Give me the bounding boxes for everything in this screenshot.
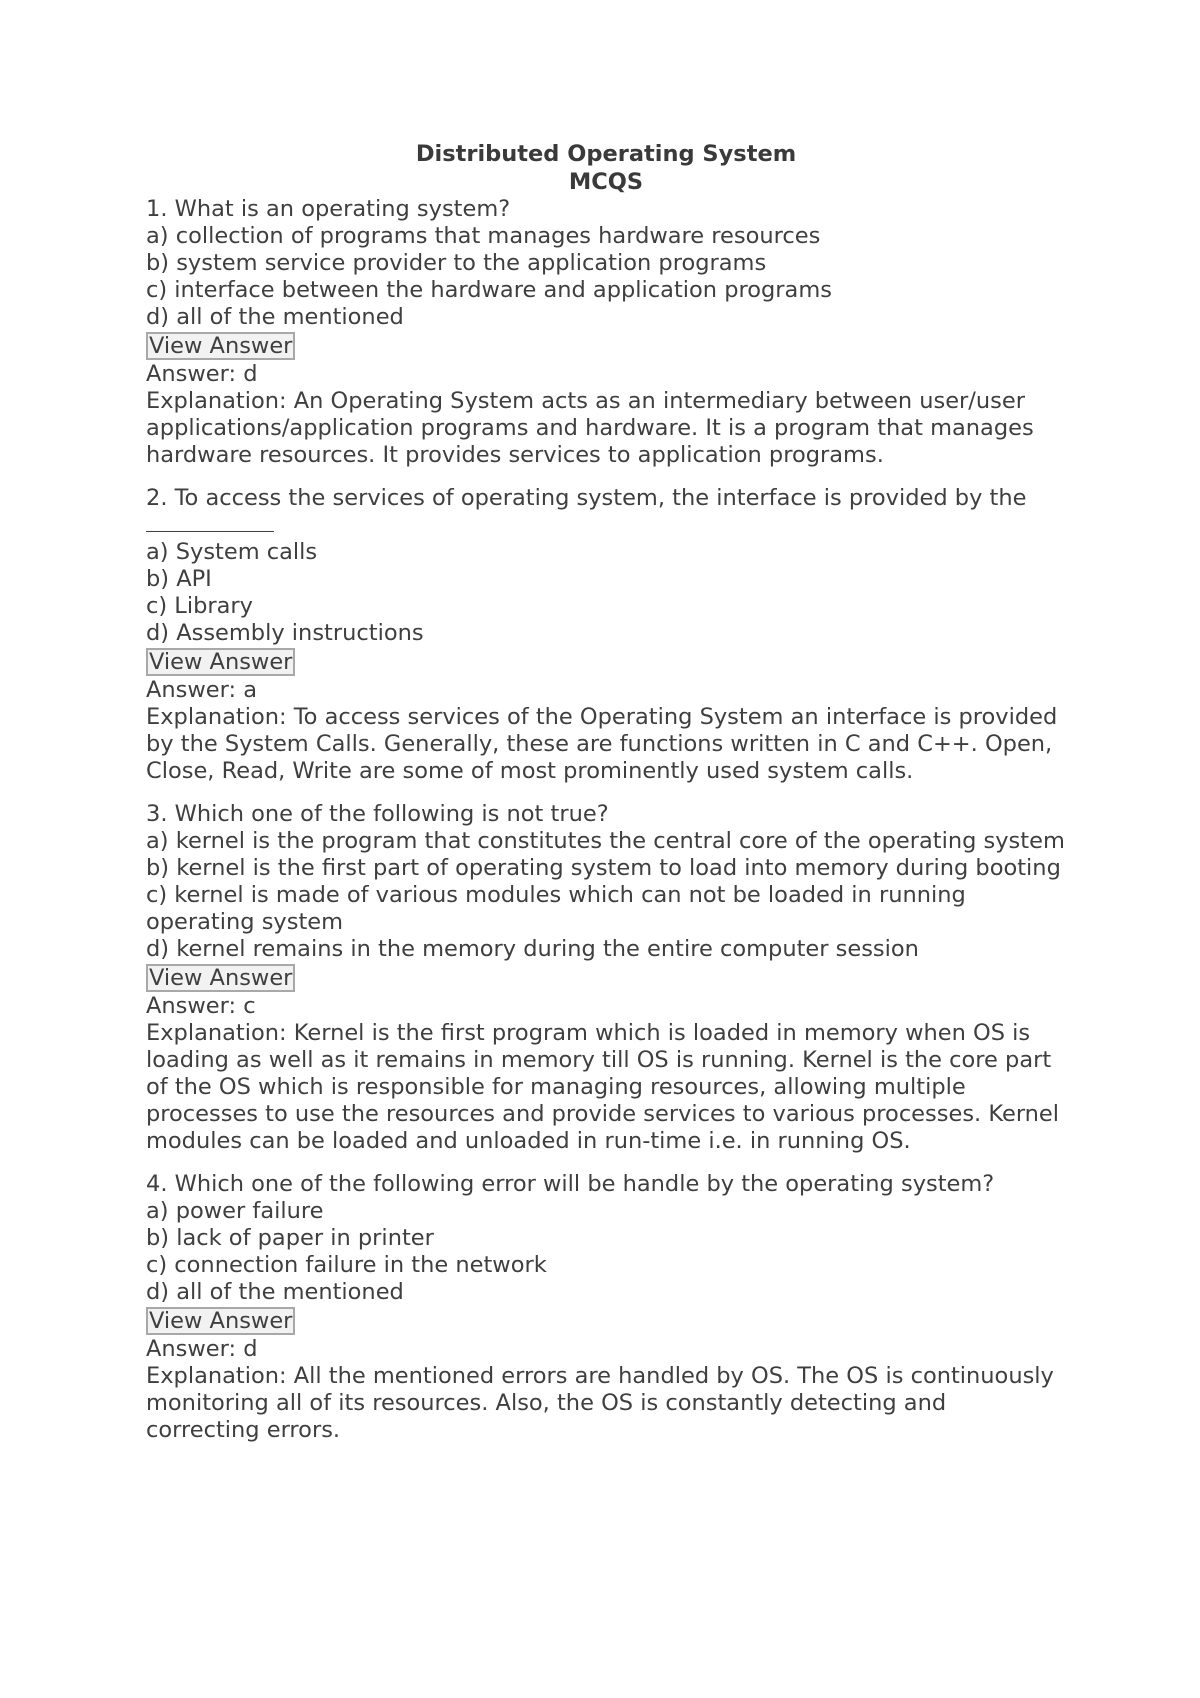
- document-title: [146, 140, 1066, 196]
- option-d: d) kernel remains in the memory during the entire computer session: [146, 936, 919, 962]
- option-a: a) kernel is the program that constitutes the central core of the operating system: [146, 828, 1065, 854]
- explanation-text: Explanation: All the mentioned errors are handled by OS. The OS is continuously monitoring all of its resources. Also, the OS is constantly detecting and correcting errors.: [146, 1363, 1054, 1443]
- explanation-text: Explanation: Kernel is the first program which is loaded in memory when OS is loading as well as it remains in memory till OS is running. Kernel is the core part of the OS which is responsible for managing resources, allowing multiple processes to use the resources and provide services to various processes. Kernel modules can be loaded and unloaded in run-time i.e. in running OS.: [146, 1020, 1060, 1154]
- answer-text: Answer: a: [146, 677, 257, 703]
- option-d: d) all of the mentioned: [146, 1279, 404, 1305]
- view-answer-button[interactable]: View Answer: [146, 332, 295, 360]
- question-block-4: [146, 1171, 1066, 1444]
- option-c: c) interface between the hardware and application programs: [146, 277, 832, 303]
- explanation-text: Explanation: An Operating System acts as an intermediary between user/user applications/application programs and hardware. It is a program that manages hardware resources. It provides services to application programs.: [146, 388, 1034, 468]
- question-block-3: [146, 801, 1066, 1155]
- explanation-text: Explanation: To access services of the Operating System an interface is provided by the System Calls. Generally, these are functions written in C and C++. Open, Close, Read, Write are some of most prominently used system calls.: [146, 704, 1058, 784]
- document-page: [146, 140, 1066, 1460]
- question-text: 3. Which one of the following is not true?: [146, 801, 609, 827]
- option-a: a) collection of programs that manages hardware resources: [146, 223, 821, 249]
- option-a: a) power failure: [146, 1198, 324, 1224]
- option-b: b) system service provider to the application programs: [146, 250, 767, 276]
- title-line-1: Distributed Operating System: [415, 141, 797, 167]
- option-d: d) all of the mentioned: [146, 304, 404, 330]
- option-b: b) kernel is the first part of operating system to load into memory during booting: [146, 855, 1061, 881]
- answer-text: Answer: d: [146, 1336, 258, 1362]
- fill-in-blank: [146, 531, 274, 532]
- title-line-2: MCQS: [568, 169, 644, 195]
- option-b: b) API: [146, 566, 212, 592]
- view-answer-button[interactable]: View Answer: [146, 648, 295, 676]
- view-answer-button[interactable]: View Answer: [146, 1307, 295, 1335]
- option-c: c) connection failure in the network: [146, 1252, 547, 1278]
- option-a: a) System calls: [146, 539, 318, 565]
- question-text: 2. To access the services of operating system, the interface is provided by the: [146, 485, 1027, 511]
- option-d: d) Assembly instructions: [146, 620, 424, 646]
- answer-text: Answer: c: [146, 993, 256, 1019]
- answer-text: Answer: d: [146, 361, 258, 387]
- option-c: c) Library: [146, 593, 253, 619]
- question-text: 1. What is an operating system?: [146, 196, 511, 222]
- question-text: 4. Which one of the following error will be handle by the operating system?: [146, 1171, 995, 1197]
- view-answer-button[interactable]: View Answer: [146, 964, 295, 992]
- question-text-wrap: [146, 485, 1066, 539]
- question-block-2: [146, 485, 1066, 785]
- option-b: b) lack of paper in printer: [146, 1225, 434, 1251]
- option-c: c) kernel is made of various modules which can not be loaded in running operating system: [146, 882, 966, 935]
- question-block-1: [146, 196, 1066, 469]
